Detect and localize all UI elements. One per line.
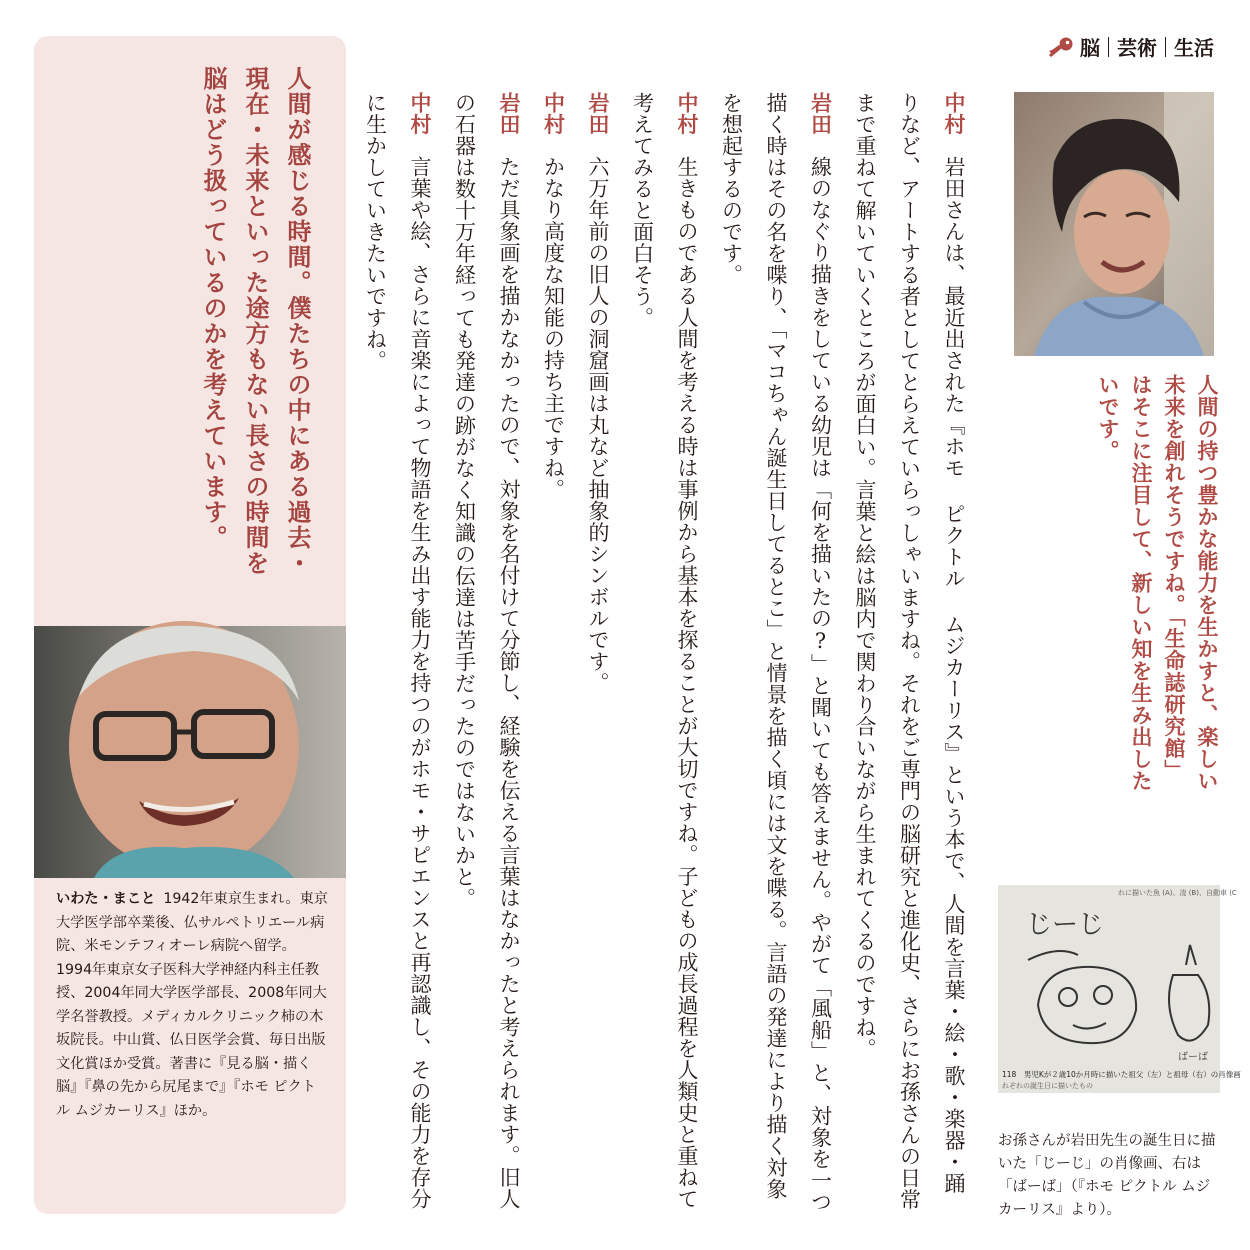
tag-divider: [1108, 37, 1109, 57]
dialogue-paragraph: [843, 92, 977, 1214]
dialogue-paragraph: [531, 92, 576, 1214]
drawing-label-jiji: じーじ: [1026, 910, 1105, 940]
bio-name: いわた・まこと: [56, 891, 156, 907]
drawing-label-baaba: ばーば: [1178, 1052, 1208, 1063]
bio-text: 1942年東京生まれ。東京大学医学部卒業後、仏サルペトリエール病院、米モンテフィオーレ病院へ留学。1994年東京女子医科大学神経内科主任教授、2004年同大学医学部長、2008年同大学名誉教授。メディカルクリニック柿の木坂院長。中山賞、仏日医学会賞、毎日出版文化賞ほか受賞。著書に『見る脳・描く脳』『鼻の先から尻尾まで』『ホモ ピクトル ムジカーリス』ほか。: [56, 891, 328, 1119]
profile-bio: [56, 888, 328, 1123]
speaker-name: 中村: [675, 92, 699, 135]
dialogue-text: 岩田さんは、最近出された『ホモ ピクトル ムジカーリス』という本で、人間を言葉・絵・歌・楽器・踊りなど、アートする者としてとらえていらっしゃいますね。それをご専門の脳研究と進化史、さらにお孫さんの日常まで重ねて解いていくところが面白い。言葉と絵は脳内で関わり合いながら生まれてくるのですね。: [853, 92, 966, 1210]
tag-brain: 脳: [1080, 36, 1100, 60]
pull-quote-right: 人間の持つ豊かな能力を生かすと、楽しい未来を創れそうですね。「生命誌研究館」はそこに注目して、新しい知を生み出したいです。: [1096, 374, 1219, 792]
dialogue-text: 線のなぐり描きをしている幼児は「何を描いたの?」と聞いても答えません。やがて「風船」と、対象を一つ描く時はその名を喋り、「マコちゃん誕生日してるとこ」と情景を描く頃には文を喋る。言語の発達により描く対象を想起するのです。: [719, 92, 833, 1213]
category-tags: [1046, 32, 1214, 61]
dialogue-paragraph: [442, 92, 531, 1214]
drawing-figure-caption: 118 男児Kが２歳10か月時に描いた祖父（左）と祖母（右）の肖像画: [1002, 1070, 1241, 1079]
dialogue-paragraph: [709, 92, 843, 1214]
dialogue-paragraph: [620, 92, 709, 1214]
child-drawing-image: [998, 885, 1241, 1093]
speaker-name: 中村: [942, 92, 966, 135]
speaker-name: 岩田: [808, 92, 833, 135]
dialogue-text: かなり高度な知能の持ち主ですね。: [541, 156, 566, 500]
dialogue-paragraph: [576, 92, 621, 1214]
dialogue-text: 生きものである人間を考える時は事例から基本を探ることが大切ですね。子どもの成長過程を人類史と重ねて考えてみると面白そう。: [630, 92, 699, 1210]
profile-panel: [34, 36, 346, 1214]
tag-life: 生活: [1174, 36, 1214, 60]
tag-divider: [1165, 37, 1166, 57]
drawing-caption: お孫さんが岩田先生の誕生日に描いた「じーじ」の肖像画、右は「ばーば」（『ホモ ピクトル ムジカーリス』より）。: [998, 1133, 1216, 1218]
speaker-name: 中村: [541, 92, 566, 135]
dialogue-text: 言葉や絵、さらに音楽によって物語を生み出す能力を持つのがホモ・サピエンスと再認識し、その能力を存分に生かしていきたいですね。: [363, 92, 432, 1210]
key-icon: [1046, 36, 1074, 58]
speaker-name: 岩田: [497, 92, 521, 135]
nakamura-photo: [1014, 92, 1214, 356]
drawing-caption-top: れに描いた魚 (A)、凌 (B)、自動車 (C: [1118, 889, 1237, 897]
speaker-name: 中村: [408, 92, 432, 135]
speaker-name: 岩田: [586, 92, 610, 135]
dialogue-text: 六万年前の旧人の洞窟画は丸など抽象的シンボルです。: [586, 156, 610, 694]
iwata-photo: [34, 626, 346, 878]
dialogue-paragraph: [353, 92, 442, 1214]
drawing-figure-caption-2: れぞれの誕生日に描いたもの: [1002, 1082, 1093, 1090]
pull-quote-left: 人間が感じる時間。僕たちの中にある過去・現在・未来といった途方もない長さの時間を脳はどう扱っているのかを考えています。: [199, 66, 311, 576]
dialogue-body: [362, 92, 976, 1214]
tag-art: 芸術: [1117, 36, 1157, 60]
dialogue-text: ただ具象画を描かなかったので、対象を名付けて分節し、経験を伝える言葉はなかったと考えられます。旧人の石器は数十万年経っても発達の跡がなく知識の伝達は苦手だったのではないかと。: [452, 92, 521, 1210]
